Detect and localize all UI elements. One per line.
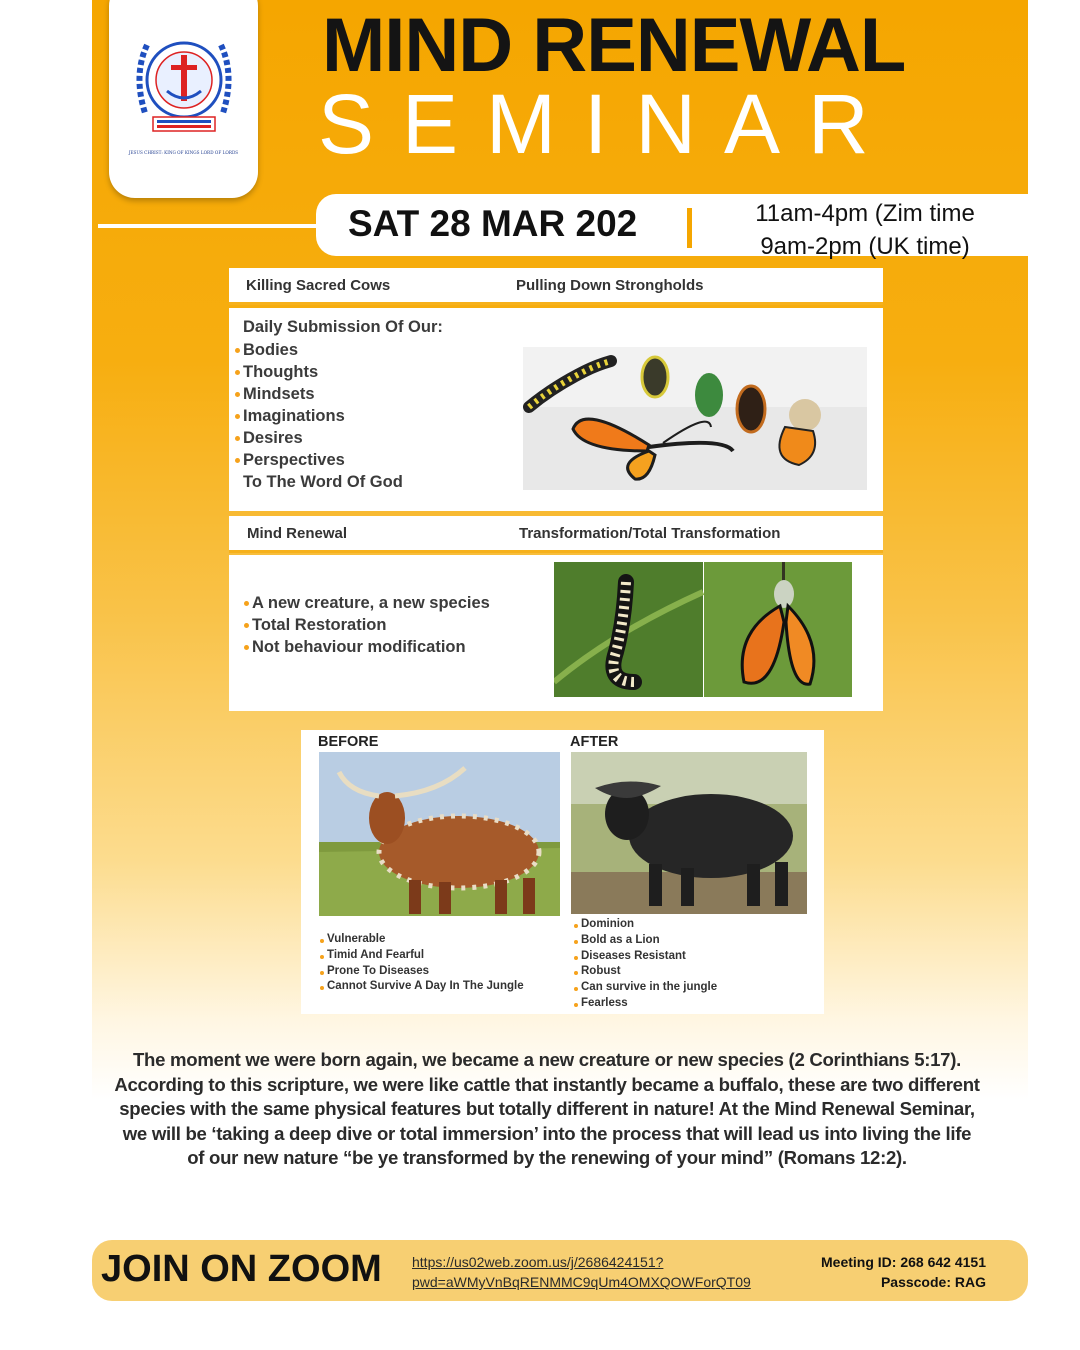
list-item: Desires (243, 427, 403, 449)
passcode: Passcode: RAG (880, 1274, 986, 1290)
section1-list (243, 339, 403, 493)
date-separator (687, 208, 692, 248)
before-list (327, 933, 524, 996)
list-item: Robust (581, 965, 717, 981)
cape-buffalo-image (571, 752, 807, 914)
list-item: Cannot Survive A Day In The Jungle (327, 980, 524, 996)
after-list (581, 918, 717, 1013)
description-paragraph: The moment we were born again, we became a new creature or new species (2 Corinthians 5:17). According to this scripture, we were like cattle that instantly became a buffalo, these are two different species with the same physical features but totally different in nature! At the Mind Renewal Seminar, we will be ‘taking a deep dive or total immersion’ into the process that will lead us into living the life of our new nature “be ye transformed by the renewing of your mind” (Romans 12:2). (114, 1049, 980, 1168)
monarch-chrysalis-image (554, 562, 852, 697)
list-item: Vulnerable (327, 933, 524, 949)
section1-left-heading: Killing Sacred Cows (246, 277, 391, 294)
church-emblem-logo (127, 25, 241, 147)
bullet-icon (235, 414, 240, 419)
zoom-credentials (790, 1252, 986, 1292)
time-zim: 11am-4pm (Zim time (755, 200, 975, 227)
list-item: Bold as a Lion (581, 934, 717, 950)
dark-chrysalis-icon (737, 386, 765, 432)
pupa-icon (642, 357, 668, 397)
bullet-icon (244, 601, 249, 606)
section2-header (229, 516, 883, 553)
list-item: Can survive in the jungle (581, 981, 717, 997)
list-item: Timid And Fearful (327, 949, 524, 965)
event-date: SAT 28 MAR 202 (348, 203, 638, 244)
title-mind-renewal: MIND RENEWAL (322, 3, 906, 88)
list-item: Dominion (581, 918, 717, 934)
before-label: BEFORE (318, 734, 379, 750)
list-outro: To The Word Of God (243, 473, 403, 491)
bullet-icon (574, 940, 578, 944)
list-item: Prone To Diseases (327, 965, 524, 981)
bullet-icon (235, 370, 240, 375)
bullet-icon (574, 1003, 578, 1007)
event-times (700, 197, 1030, 263)
longhorn-cattle-image (319, 752, 560, 916)
bullet-icon (235, 392, 240, 397)
bullet-icon (320, 939, 324, 943)
bullet-icon (235, 348, 240, 353)
section2-right-heading: Transformation/Total Transformation (519, 525, 781, 542)
section2-list (252, 592, 490, 658)
butterfly-lifecycle-image (523, 347, 867, 490)
bullet-icon (235, 436, 240, 441)
section2-left-heading: Mind Renewal (247, 525, 348, 542)
bullet-icon (244, 623, 249, 628)
bullet-icon (235, 458, 240, 463)
join-zoom-heading: JOIN ON ZOOM (101, 1248, 382, 1290)
chrysalis-icon (695, 373, 723, 417)
meeting-id: Meeting ID: 268 642 4151 (821, 1254, 986, 1270)
bullet-icon (574, 924, 578, 928)
list-item: Perspectives (243, 449, 403, 471)
section1-header (229, 268, 883, 305)
logo-card (109, 0, 258, 198)
divider-line (98, 224, 324, 228)
list-item: Not behaviour modification (252, 636, 490, 658)
after-label: AFTER (570, 734, 619, 750)
time-uk: 9am-2pm (UK time) (760, 233, 970, 260)
bullet-icon (244, 645, 249, 650)
list-item: Fearless (581, 997, 717, 1013)
zoom-link-line1[interactable]: https://us02web.zoom.us/j/2686424151? (412, 1254, 664, 1270)
list-item: Imaginations (243, 405, 403, 427)
section1-right-heading: Pulling Down Strongholds (516, 277, 704, 294)
zoom-link-line2[interactable]: pwd=aWMyVnBqRENMMC9qUm4OMXQOWForQT09 (412, 1274, 751, 1290)
bullet-icon (320, 955, 324, 959)
section1-intro: Daily Submission Of Our: (243, 318, 443, 336)
list-item: A new creature, a new species (252, 592, 490, 614)
title-seminar: SEMINAR (318, 77, 897, 171)
bullet-icon (320, 971, 324, 975)
list-item: Bodies (243, 339, 403, 361)
list-item: Mindsets (243, 383, 403, 405)
logo-caption: JESUS CHRIST: KING OF KINGS LORD OF LORDS (128, 150, 239, 155)
list-item: Diseases Resistant (581, 950, 717, 966)
list-item: Total Restoration (252, 614, 490, 636)
list-item: Thoughts (243, 361, 403, 383)
zoom-meeting-link[interactable] (412, 1252, 751, 1292)
bullet-icon (574, 956, 578, 960)
